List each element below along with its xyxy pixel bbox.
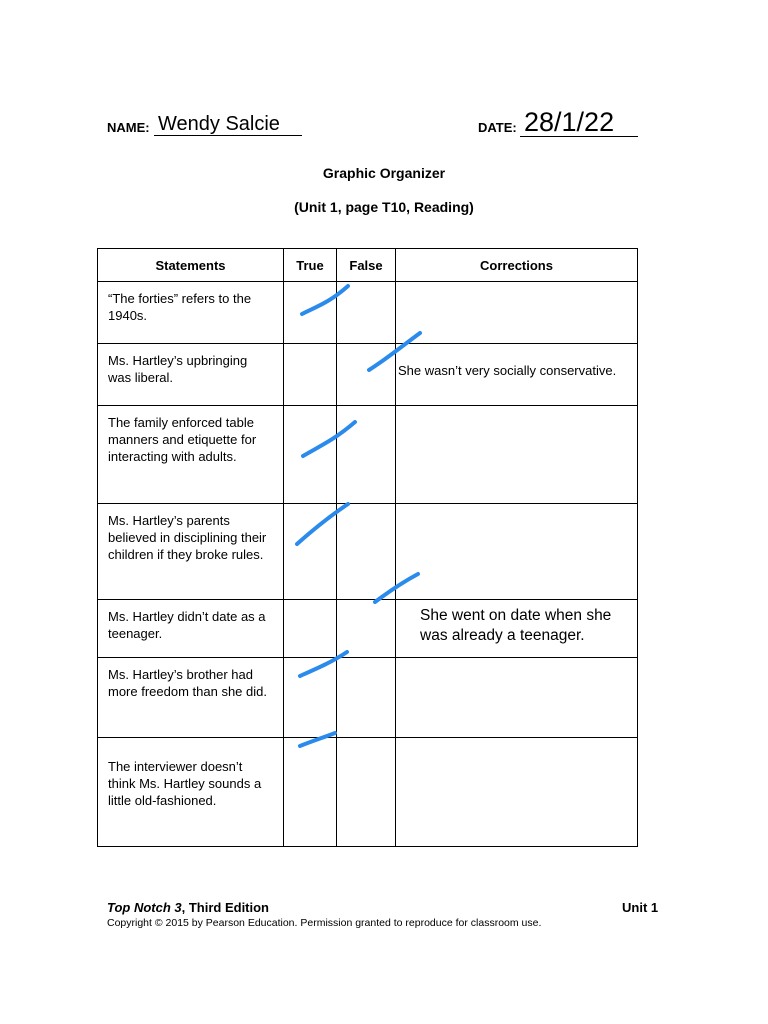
false-cell[interactable] [337, 738, 396, 847]
statement-cell: The interviewer doesn’t think Ms. Hartley sounds a little old-fashioned. [98, 738, 284, 847]
false-cell[interactable] [337, 282, 396, 344]
correction-text: She wasn’t very socially conservative. [398, 363, 617, 378]
statement-cell: Ms. Hartley’s parents believed in disciplining their children if they broke rules. [98, 504, 284, 600]
table-row [98, 658, 638, 738]
false-cell[interactable] [337, 600, 396, 658]
statement-cell: “The forties” refers to the 1940s. [98, 282, 284, 344]
correction-cell[interactable] [396, 406, 638, 504]
header-true: True [284, 249, 337, 282]
table-row [98, 738, 638, 847]
true-cell[interactable] [284, 406, 337, 504]
true-cell[interactable] [284, 504, 337, 600]
table-row [98, 504, 638, 600]
table-row [98, 406, 638, 504]
statement-cell: Ms. Hartley’s upbringing was liberal. [98, 344, 284, 406]
false-cell[interactable] [337, 344, 396, 406]
page-subtitle: (Unit 1, page T10, Reading) [294, 199, 474, 215]
footer-book-title [107, 900, 269, 915]
correction-text: She went on date when she was already a teenager. [420, 607, 612, 644]
table-row [98, 282, 638, 344]
true-cell[interactable] [284, 344, 337, 406]
correction-cell[interactable] [396, 600, 638, 658]
correction-cell[interactable] [396, 504, 638, 600]
name-field[interactable]: Wendy Salcie [154, 113, 302, 136]
footer-unit: Unit 1 [622, 900, 659, 915]
correction-cell[interactable] [396, 344, 638, 406]
table-row [98, 344, 638, 406]
correction-cell[interactable] [396, 282, 638, 344]
true-cell[interactable] [284, 738, 337, 847]
book-title: Top Notch 3 [107, 900, 182, 915]
statement-cell: Ms. Hartley didn’t date as a teenager. [98, 600, 284, 658]
book-edition: , Third Edition [181, 900, 270, 915]
table-row [98, 600, 638, 658]
date-label: DATE: [478, 120, 517, 135]
false-cell[interactable] [337, 658, 396, 738]
header-statements: Statements [98, 249, 284, 282]
true-cell[interactable] [284, 282, 337, 344]
name-label: NAME: [107, 120, 150, 135]
statement-cell: The family enforced table manners and etiquette for interacting with adults. [98, 406, 284, 504]
correction-cell[interactable] [396, 738, 638, 847]
statement-cell: Ms. Hartley’s brother had more freedom than she did. [98, 658, 284, 738]
true-cell[interactable] [284, 600, 337, 658]
footer-copyright: Copyright © 2015 by Pearson Education. Permission granted to reproduce for classroom use. [107, 917, 542, 929]
page-title: Graphic Organizer [322, 165, 446, 181]
date-field[interactable]: 28/1/22 [520, 108, 638, 137]
table-header-row [98, 249, 638, 282]
false-cell[interactable] [337, 406, 396, 504]
true-cell[interactable] [284, 658, 337, 738]
organizer-table [97, 248, 638, 847]
header-false: False [337, 249, 396, 282]
correction-cell[interactable] [396, 658, 638, 738]
false-cell[interactable] [337, 504, 396, 600]
header-corrections: Corrections [396, 249, 638, 282]
